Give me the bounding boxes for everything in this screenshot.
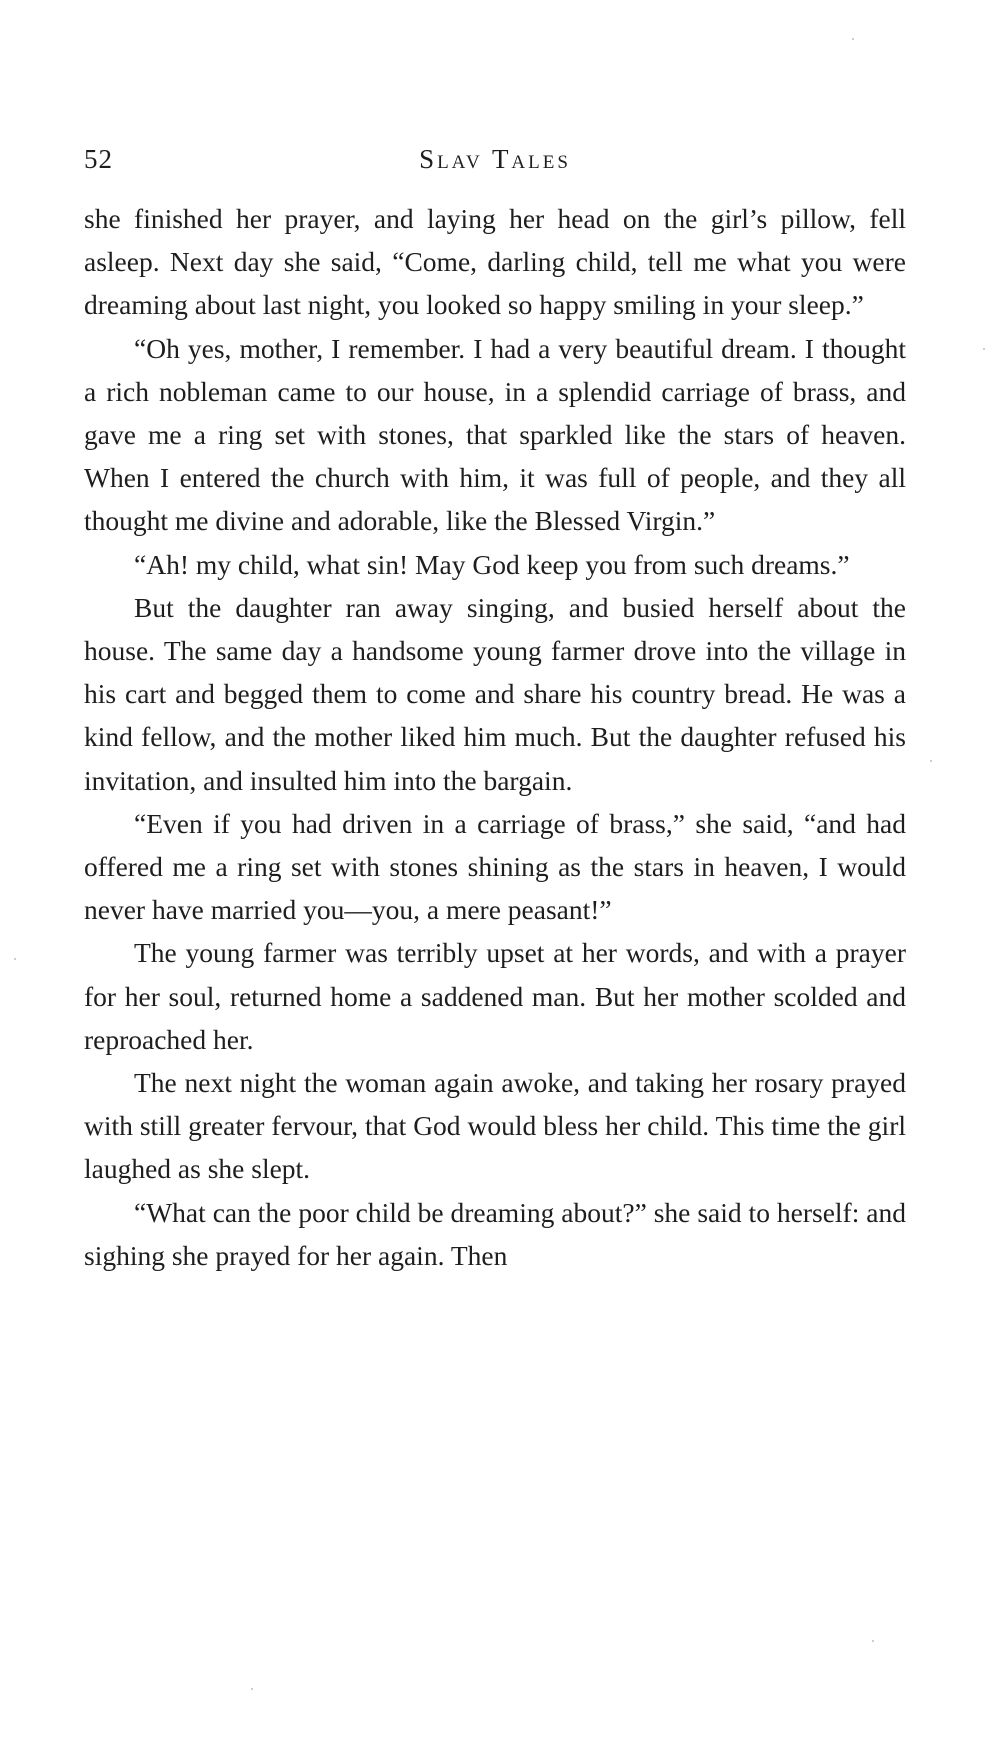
body-text — [84, 197, 906, 1277]
paper-speck — [872, 1640, 874, 1642]
paper-speck — [251, 1688, 253, 1690]
paragraph-continued: she finished her prayer, and laying her head on the girl’s pillow, fell asleep. Next day she said, “Come, darling child, tell me what you were dreaming about last night, you looked so happy smiling in your sleep.” — [84, 203, 906, 321]
paper-speck — [983, 348, 985, 350]
paragraph: But the daughter ran away singing, and busied herself about the house. The same day a handsome young farmer drove into the village in his cart and begged them to come and share his country bread. He was a kind fellow, and the mother liked him much. But the daughter refused his invitation, and insulted him into the bargain. — [84, 591, 906, 796]
paper-speck — [930, 760, 932, 762]
running-head — [84, 144, 906, 184]
page-number: 52 — [84, 144, 113, 174]
paper-speck — [14, 958, 16, 960]
paragraph: The young farmer was terribly upset at her words, and with a prayer for her soul, returned home a saddened man. But her mother scolded and reproached her. — [84, 937, 906, 1055]
running-title: Slav Tales — [419, 144, 571, 174]
paragraph: The next night the woman again awoke, and taking her rosary prayed with still greater fervour, that God would bless her child. This time the girl laughed as she slept. — [84, 1067, 906, 1185]
paragraph: “Even if you had driven in a carriage of brass,” she said, “and had offered me a ring set with stones shining as the stars in heaven, I would never have married you—you, a mere peasant!” — [84, 807, 906, 926]
paragraph: “Oh yes, mother, I remember. I had a very beautiful dream. I thought a rich nobleman came to our house, in a splendid carriage of brass, and gave me a ring set with stones, that sparkled like the stars of heaven. When I entered the church with him, it was full of people, and they all thought me divine and adorable, like the Blessed Virgin.” — [84, 332, 906, 537]
paper-speck — [852, 38, 854, 40]
paragraph: “What can the poor child be dreaming about?” she said to herself: and sighing she prayed for her again. Then — [84, 1196, 906, 1271]
paragraph: “Ah! my child, what sin! May God keep you from such dreams.” — [134, 548, 850, 580]
